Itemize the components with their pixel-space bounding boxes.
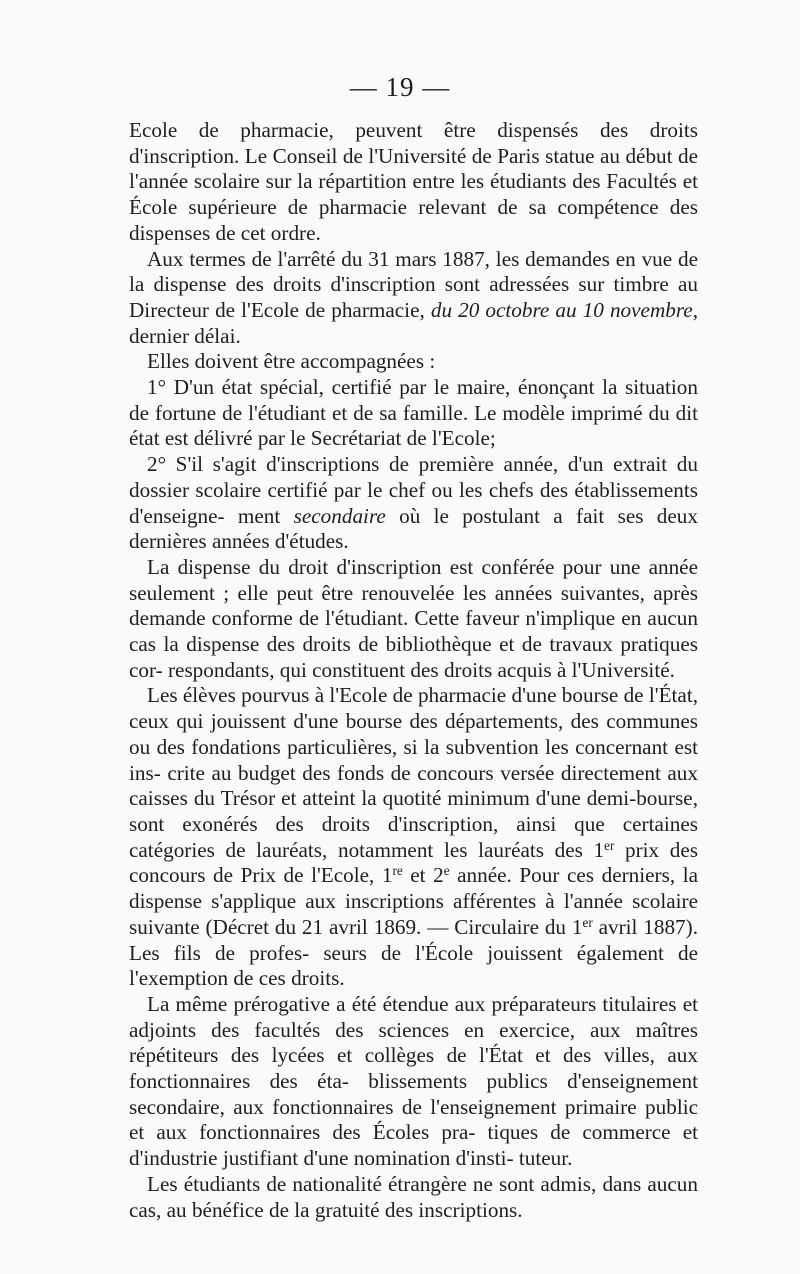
paragraph-5-end: où le postulant a fait ses deux dernières années d'études. — [129, 503, 698, 554]
page-number: — 19 — — [349, 72, 451, 102]
body-text — [129, 118, 698, 1223]
paragraph-4: 1° D'un état spécial, certifié par le maire, énonçant la situation de fortune de l'étudiant et de sa famille. Le modèle imprimé du dit état est délivré par le Secrétariat de l'Ecole; — [129, 375, 698, 451]
superscript-er-1: er — [604, 837, 615, 853]
paragraph-7 — [129, 683, 698, 991]
paragraph-7-text-4: année. Pour ces derniers, la dispense s'applique aux inscriptions afférentes à l'année scolaire suivante (Décret du 21 avril 1869. — Circulaire du 1 — [129, 863, 699, 939]
paragraph-7-text-2: prix des concours de Prix de l'Ecole, 1 — [129, 837, 698, 888]
paragraph-2-date-range: du 20 octobre au 10 novembre — [430, 297, 693, 322]
paragraph-5 — [129, 452, 698, 555]
paragraph-1: Ecole de pharmacie, peuvent être dispensés des droits d'inscription. Le Conseil de l'Université de Paris statue au début de l'année scolaire sur la répartition entre les étudiants des Facultés et École supérieure de pharmacie relevant de sa compétence des dispenses de cet ordre. — [129, 118, 698, 245]
paragraph-8: La même prérogative a été étendue aux préparateurs titulaires et adjoints des facultés des sciences en exercice, aux maîtres répétiteurs des lycées et collèges de l'État et des villes, aux fonctionnaires des éta- blissements publics d'enseignement secondaire, aux fonctionnaires de l'enseignement primaire public et aux fonctionnaires des Écoles pra- tiques de commerce et d'industrie justifiant d'une nomination d'insti- tuteur. — [129, 991, 698, 1171]
paragraph-2-end: , dernier délai. — [129, 297, 698, 348]
paragraph-7-text-3: et 2 — [402, 863, 444, 888]
paragraph-2-text: Aux termes de l'arrêté du 31 mars 1887, les demandes en vue de la dispense des droits d'inscription sont adressées sur timbre au Directeur de l'Ecole de pharmacie, — [129, 246, 698, 322]
paragraph-3: Elles doivent être accompagnées : — [147, 349, 436, 374]
paragraph-7-text-1: Les élèves pourvus à l'Ecole de pharmacie d'une bourse de l'État, ceux qui jouissent d'une bourse des départements, des communes ou des fondations particulières, si la subvention les concernant est ins- crite au budget des fonds de concours versée directement aux caisses du Trésor et atteint la quotité minimum d'une demi-bourse, sont exonérés des droits d'inscription, ainsi que certaines catégories de lauréats, notamment les lauréats des 1 — [129, 683, 698, 862]
paragraph-5-emphasis: secondaire — [293, 503, 386, 528]
paragraph-6: La dispense du droit d'inscription est conférée pour une année seulement ; elle peut être renouvelée les années suivantes, après demande conforme de l'étudiant. Cette faveur n'implique en aucun cas la dispense des droits de bibliothèque et de travaux pratiques cor- respondants, qui constituent des droits acquis à l'Université. — [129, 554, 698, 682]
paragraph-5-text: 2° S'il s'agit d'inscriptions de première année, d'un extrait du dossier scolaire certifié par le chef ou les chefs des établissements d'enseigne- ment — [129, 452, 698, 528]
paragraph-2 — [129, 247, 698, 350]
superscript-e: e — [443, 863, 450, 879]
paragraph-7-text-5: avril 1887). Les fils de profes- seurs de l'École jouissent également de l'exemption de ces droits. — [129, 914, 698, 991]
superscript-er-2: er — [582, 914, 593, 930]
paragraph-9: Les étudiants de nationalité étrangère ne sont admis, dans aucun cas, au bénéfice de la gratuité des inscriptions. — [129, 1171, 698, 1222]
superscript-re: re — [392, 863, 403, 879]
